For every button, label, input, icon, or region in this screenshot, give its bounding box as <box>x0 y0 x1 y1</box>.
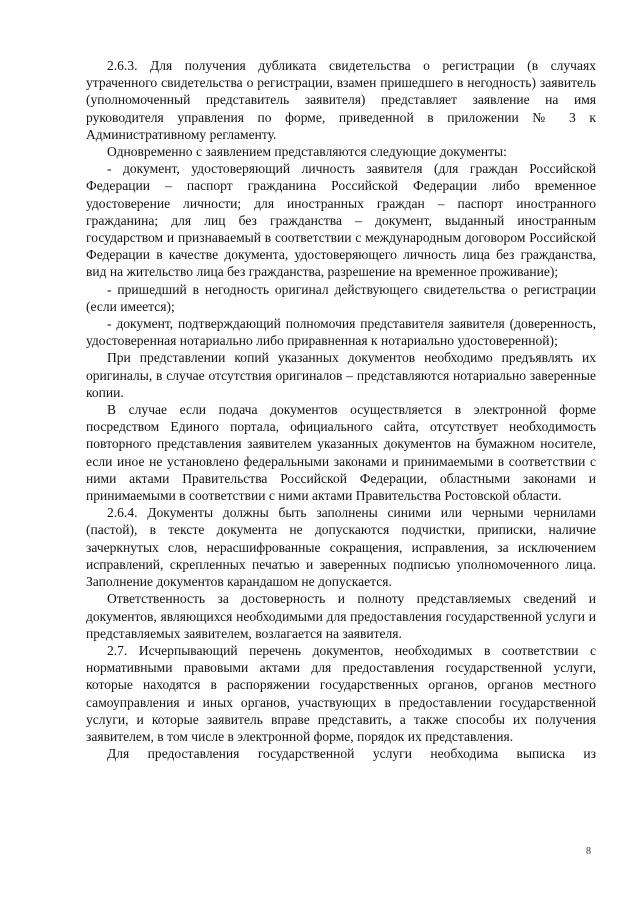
paragraph-copies: При представлении копий указанных документов необходимо предъявлять их оригиналы, в случае отсутствия оригиналов – представляются нотариально заверенные копии. <box>86 350 596 400</box>
paragraph-2-6-3: 2.6.3. Для получения дубликата свидетельства о регистрации (в случаях утраченного свидетельства о регистрации, взамен пришедшего в негодность) заявитель (уполномоченный представитель заявителя) представляет заявление на имя руководителя управления по форме, приведенной в приложении № 3 к Административному регламенту. <box>86 58 596 142</box>
page-number: 8 <box>586 846 591 857</box>
document-page <box>86 57 596 762</box>
paragraph-2-7: 2.7. Исчерпывающий перечень документов, необходимых в соответствии с нормативными правовыми актами для предоставления государственной услуги, которые находятся в распоряжении государственных органов, органов местного самоуправления и иных органов, участвующих в предоставлении государственной услуги, и которые заявитель вправе представить, а также способы их получения заявителем, в том числе в электронной форме, порядок их представления. <box>86 642 596 744</box>
paragraph-electronic-submission: В случае если подача документов осуществляется в электронной форме посредством Единого портала, официального сайта, отсутствует необходимость повторного представления заявителем указанных документов на бумажном носителе, если иное не установлено федеральными законами и принимаемыми в соответствии с ними актами Правительства Российской Федерации, областными законами и принимаемыми в соответствии с ними актами Правительства Ростовской области. <box>86 402 596 504</box>
paragraph-simultaneously: Одновременно с заявлением представляются следующие документы: <box>107 144 507 160</box>
paragraph-extract: Для предоставления государственной услуги необходима выписка из <box>107 746 596 762</box>
paragraph-damaged-original: - пришедший в негодность оригинал действующего свидетельства о регистрации (если имеется); <box>86 281 596 314</box>
paragraph-identity-document: - документ, удостоверяющий личность заявителя (для граждан Российской Федерации – паспорт гражданина Российской Федерации либо временное удостоверение личности; для иностранных граждан – паспорт иностранного гражданина; для лиц без гражданства – документ, выданный иностранным государством и признаваемый в соответствии с международным договором Российской Федерации в качестве документа, удостоверяющего личность лица без гражданства, вид на жительство лица без гражданства, разрешение на временное проживание); <box>86 161 596 280</box>
paragraph-responsibility: Ответственность за достоверность и полноту представляемых сведений и документов, являющихся необходимыми для предоставления государственной услуги и представляемых заявителем, возлагается на заявителя. <box>86 591 596 641</box>
paragraph-2-6-4: 2.6.4. Документы должны быть заполнены синими или черными чернилами (пастой), в тексте документа не допускаются подчистки, приписки, наличие зачеркнутых слов, нерасшифрованные сокращения, исправления, за исключением исправлений, скрепленных печатью и заверенных подписью уполномоченного лица. Заполнение документов карандашом не допускается. <box>86 505 596 590</box>
paragraph-authority-document: - документ, подтверждающий полномочия представителя заявителя (доверенность, удостоверенная нотариально либо приравненная к нотариально удостоверенной); <box>86 316 596 349</box>
